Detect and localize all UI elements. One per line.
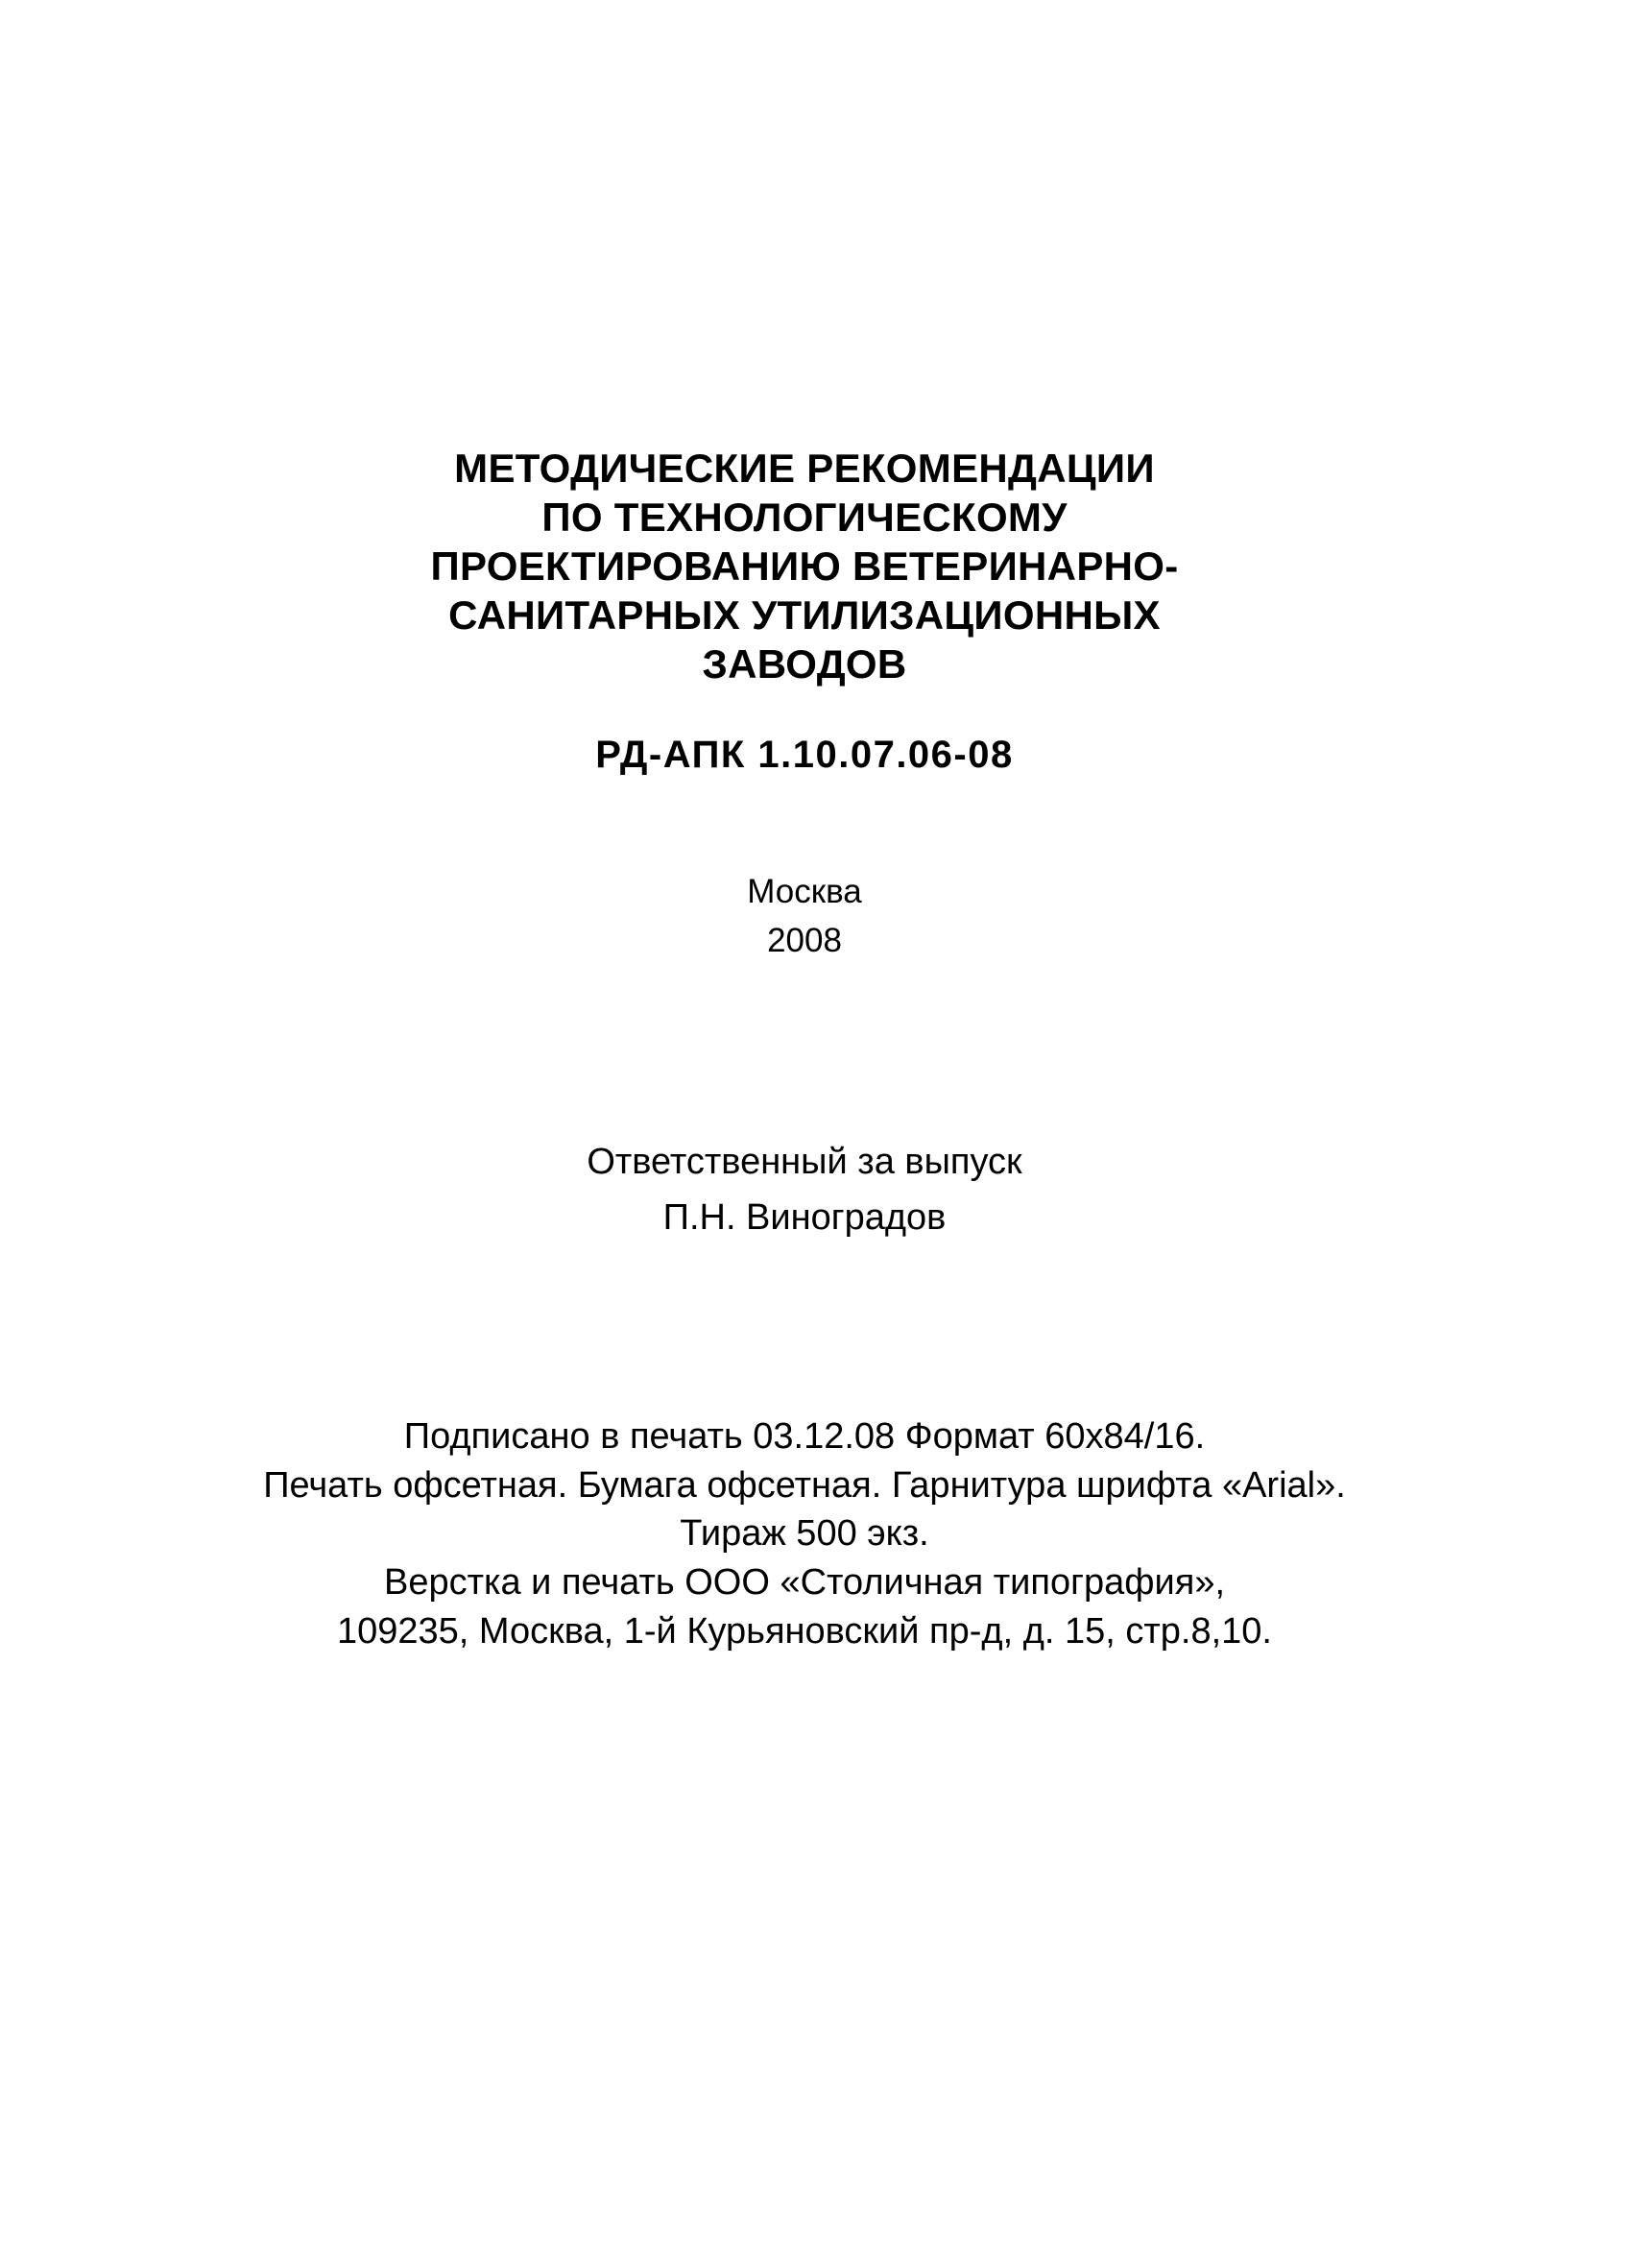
title-line-4: САНИТАРНЫХ УТИЛИЗАЦИОННЫХ: [448, 592, 1161, 638]
document-code: РД-АПК 1.10.07.06-08: [595, 734, 1014, 776]
publication-place: Москва: [747, 873, 862, 910]
responsible-label: Ответственный за выпуск: [587, 1142, 1022, 1182]
title-line-1: МЕТОДИЧЕСКИЕ РЕКОМЕНДАЦИИ: [454, 446, 1155, 491]
title-line-3: ПРОЕКТИРОВАНИЮ ВЕТЕРИНАРНО-: [430, 543, 1179, 589]
publication-year: 2008: [767, 922, 842, 959]
imprint-line-3: Тираж 500 экз.: [680, 1513, 929, 1554]
imprint-line-2: Печать офсетная. Бумага офсетная. Гарнитура шрифта «Arial».: [263, 1465, 1346, 1506]
imprint-line-4: Верстка и печать ООО «Столичная типография»,: [383, 1562, 1226, 1603]
title-line-5: ЗАВОДОВ: [702, 641, 907, 687]
imprint-line-5: 109235, Москва, 1-й Курьяновский пр-д, д. 15, стр.8,10.: [336, 1611, 1272, 1652]
imprint-line-1: Подписано в печать 03.12.08 Формат 60х84/16.: [403, 1416, 1206, 1457]
responsible-name: П.Н. Виноградов: [662, 1197, 947, 1238]
title-line-2: ПО ТЕХНОЛОГИЧЕСКОМУ: [541, 495, 1068, 540]
